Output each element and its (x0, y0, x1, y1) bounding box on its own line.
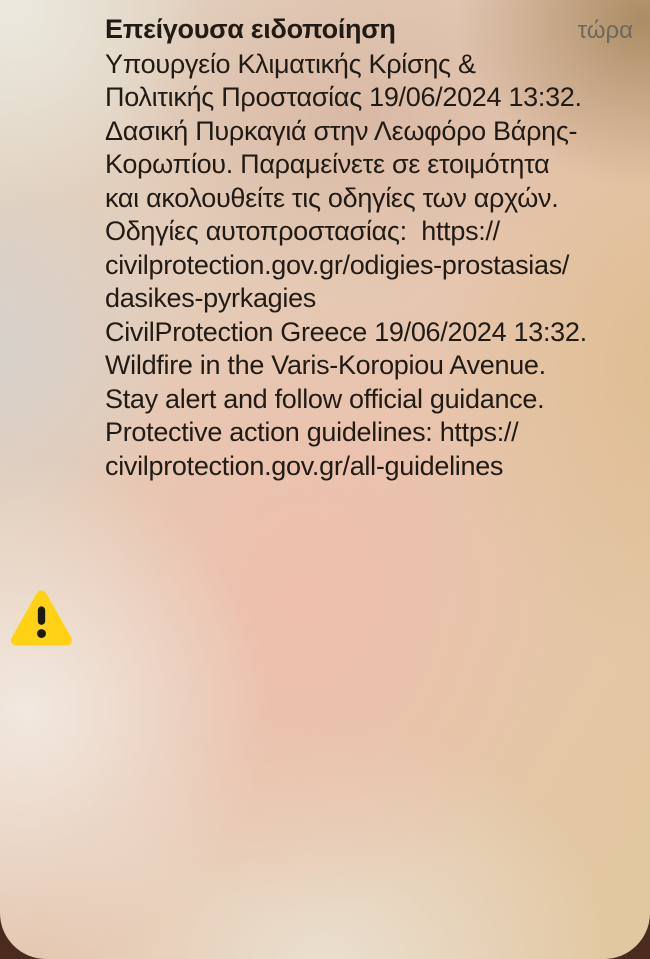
alert-body-line: Wildfire in the Varis-Koropiou Avenue. (105, 350, 546, 380)
exclamation-bar (38, 606, 45, 624)
alert-timestamp: τώρα (577, 17, 633, 44)
alert-body (105, 48, 633, 484)
alert-text-block (105, 13, 633, 483)
alert-body-line: Protective action guidelines: https:// (105, 417, 519, 447)
alert-header-row (105, 13, 633, 48)
alert-body-line: civilprotection.gov.gr/all-guidelines (105, 450, 504, 481)
alert-body-line: CivilProtection Greece 19/06/2024 13:32. (105, 316, 587, 347)
warning-triangle-icon (10, 588, 73, 650)
alert-body-line: dasikes-pyrkagies (105, 283, 316, 313)
alert-body-line: και ακολουθείτε τις οδηγίες των αρχών. (105, 182, 559, 213)
exclamation-dot (37, 629, 46, 638)
alert-body-line: civilprotection.gov.gr/odigies-prostasias/ (105, 249, 570, 280)
alert-body-line: Οδηγίες αυτοπροστασίας: https:// (105, 216, 500, 246)
alert-body-line: Κορωπίου. Παραμείνετε σε ετοιμότητα (105, 149, 550, 179)
alert-body-line: Υπουργείο Κλιματικής Κρίσης & (105, 48, 476, 79)
alert-body-line: Δασική Πυρκαγιά στην Λεωφόρο Βάρης- (105, 115, 578, 146)
alert-body-line: Stay alert and follow official guidance. (105, 383, 545, 414)
alert-body-line: Πολιτικής Προστασίας 19/06/2024 13:32. (105, 82, 582, 112)
alert-title: Επείγουσα ειδοποίηση (105, 14, 396, 44)
